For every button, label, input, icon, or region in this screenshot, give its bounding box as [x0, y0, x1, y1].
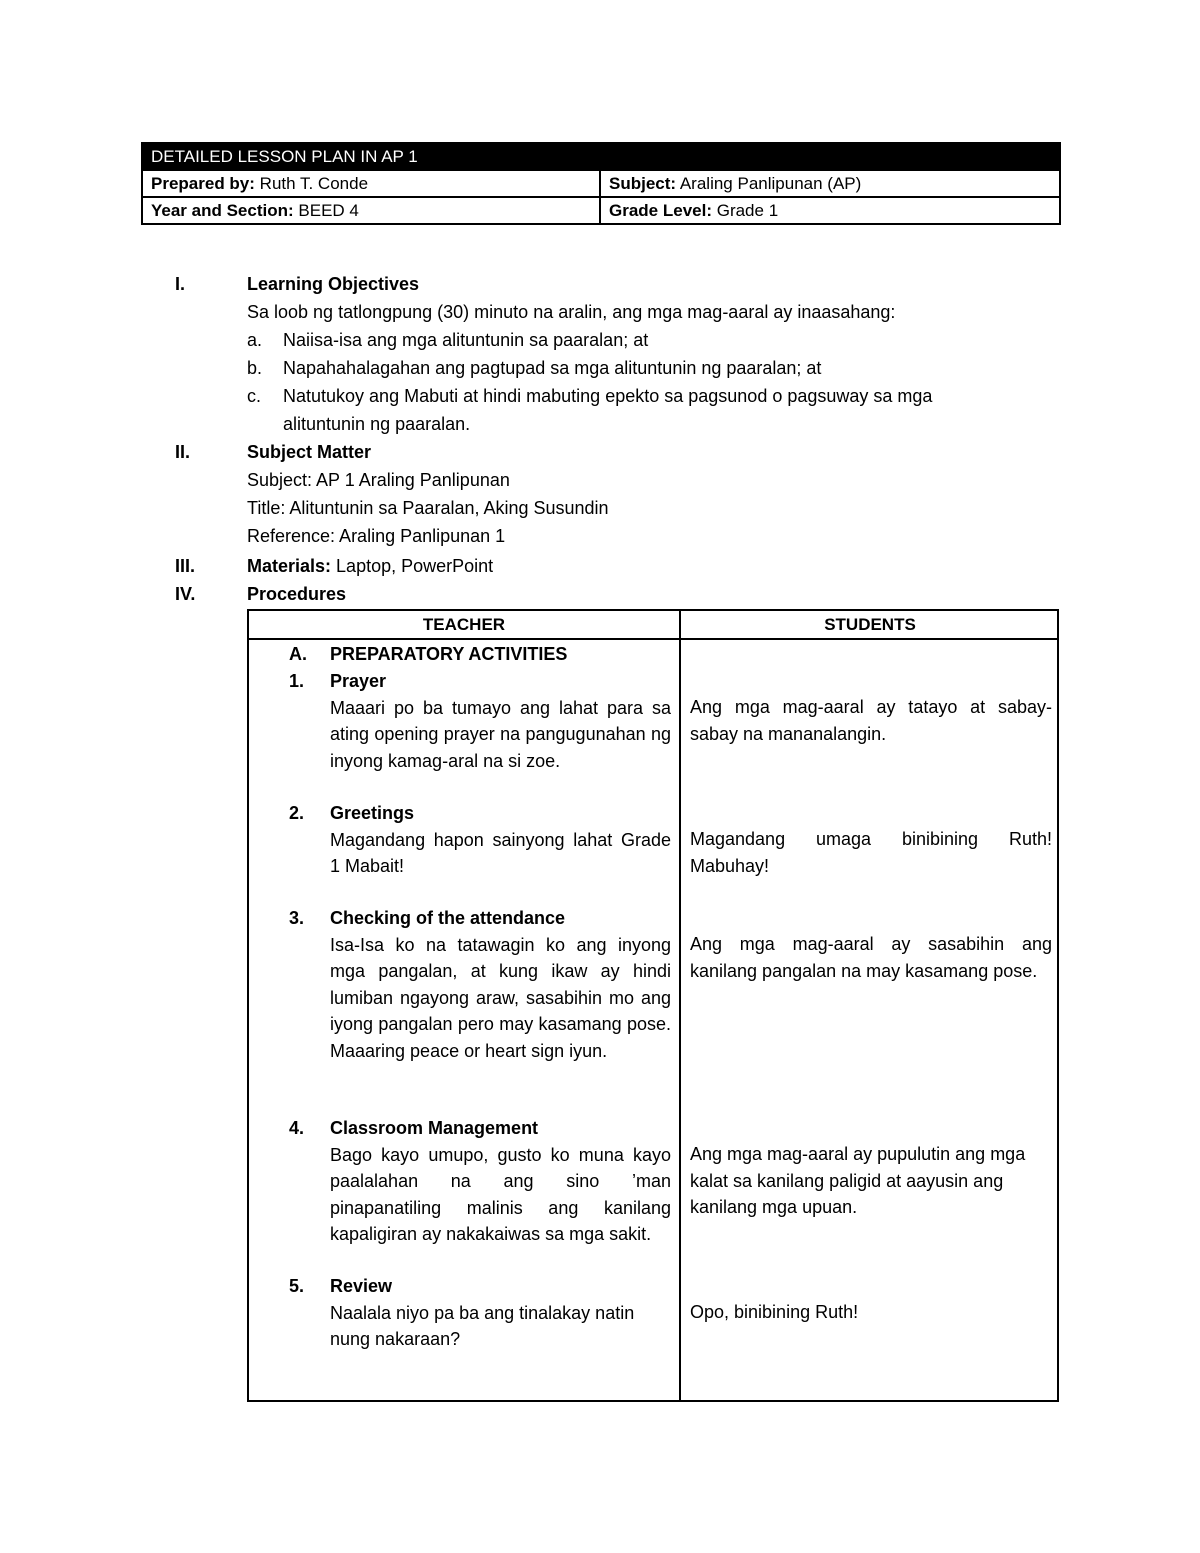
teacher-text: Maaari po ba tumayo ang lahat para sa ating opening prayer na pangugunahan ng inyong kamag-aral na si zoe. — [330, 697, 671, 771]
column-divider — [679, 611, 681, 1400]
teacher-column-header: TEACHER — [422, 615, 506, 634]
materials-value: Laptop, PowerPoint — [331, 556, 494, 576]
reference-line: Reference: Araling Panlipunan 1 — [247, 526, 506, 546]
step-number: 2. — [289, 803, 305, 823]
prepared-by-cell — [142, 170, 600, 197]
item-letter: b. — [247, 358, 263, 378]
list-item — [247, 382, 995, 438]
preparatory-activities-heading — [289, 641, 671, 668]
teacher-step-prayer — [289, 668, 671, 774]
subject-line: Subject: AP 1 Araling Panlipunan — [247, 470, 510, 490]
item-letter: a. — [247, 330, 263, 350]
teacher-text: Bago kayo umupo, gusto ko muna kayo paalalahan na ang sino ’man pinapanatiling malinis ang kanilang kapaligiran ay nakakaiwas sa mga sakit. — [330, 1144, 671, 1244]
section-title: Learning Objectives — [247, 274, 420, 294]
teacher-step-attendance — [289, 905, 671, 1064]
step-heading: Checking of the attendance — [330, 908, 566, 928]
lesson-plan-title: DETAILED LESSON PLAN IN AP 1 — [142, 143, 1060, 170]
prepared-by-value: Ruth T. Conde — [254, 173, 369, 193]
step-heading: Greetings — [330, 803, 415, 823]
year-section-cell — [142, 197, 600, 224]
materials-label: Materials: — [247, 556, 332, 576]
step-heading: Classroom Management — [330, 1118, 539, 1138]
section-title: PREPARATORY ACTIVITIES — [330, 644, 568, 664]
subject-label: Subject: — [609, 173, 677, 193]
objectives-intro: Sa loob ng tatlongpung (30) minuto na aralin, ang mga mag-aaral ay inaasahang: — [247, 302, 896, 322]
prepared-by-label: Prepared by: — [151, 173, 255, 193]
students-column-header: STUDENTS — [824, 615, 916, 634]
student-response-classroom-management: Ang mga mag-aaral ay pupulutin ang mga kalat sa kanilang paligid at aayusin ang kanilang mga upuan. — [690, 1144, 1026, 1217]
objectives-list — [247, 326, 1007, 438]
section-numeral: IV. — [175, 584, 196, 604]
section-numeral: I. — [175, 274, 186, 294]
teacher-step-classroom-management — [289, 1115, 671, 1248]
teacher-step-review — [289, 1273, 671, 1353]
item-letter: c. — [247, 386, 262, 406]
item-text: Naiisa-isa ang mga alituntunin sa paaralan; at — [283, 330, 649, 350]
subject-cell — [600, 170, 1060, 197]
teacher-text: Naalala niyo pa ba ang tinalakay natin nung nakaraan? — [330, 1302, 635, 1349]
year-section-value: BEED 4 — [293, 200, 359, 220]
section-numeral: II. — [175, 442, 191, 462]
section-letter: A. — [289, 644, 307, 664]
step-heading: Review — [330, 1276, 393, 1296]
subject-value: Araling Panlipunan (AP) — [676, 173, 862, 193]
student-response-attendance: Ang mga mag-aaral ay sasabihin ang kanilang pangalan na may kasamang pose. — [690, 934, 1052, 981]
title-line: Title: Alituntunin sa Paaralan, Aking Susundin — [247, 498, 609, 518]
header-divider — [249, 638, 1057, 640]
teacher-text: Magandang hapon sainyong lahat Grade 1 Mabait! — [330, 829, 671, 876]
section-title: Procedures — [247, 584, 347, 604]
section-title: Subject Matter — [247, 442, 372, 462]
list-item — [247, 354, 1007, 382]
step-heading: Prayer — [330, 671, 387, 691]
student-response-greetings: Magandang umaga binibining Ruth! Mabuhay! — [690, 829, 1052, 876]
year-section-label: Year and Section: — [151, 200, 294, 220]
grade-level-label: Grade Level: — [609, 200, 712, 220]
item-text: Napahahalagahan ang pagtupad sa mga alituntunin ng paaralan; at — [283, 358, 822, 378]
section-numeral: III. — [175, 556, 196, 576]
teacher-text: Isa-Isa ko na tatawagin ko ang inyong mga pangalan, at kung ikaw ay hindi lumiban ngayong araw, sasabihin mo ang iyong pangalan pero may kasamang pose. Maaaring peace or heart sign iyun. — [330, 934, 671, 1061]
grade-level-cell — [600, 197, 1060, 224]
item-text: Natutukoy ang Mabuti at hindi mabuting epekto sa pagsunod o pagsuway sa mga alituntunin ng paaralan. — [283, 386, 933, 434]
list-item — [247, 326, 1007, 354]
grade-level-value: Grade 1 — [712, 200, 779, 220]
student-response-review: Opo, binibining Ruth! — [690, 1302, 859, 1322]
teacher-step-greetings — [289, 800, 671, 880]
step-number: 3. — [289, 908, 305, 928]
step-number: 4. — [289, 1118, 305, 1138]
student-response-prayer: Ang mga mag-aaral ay tatayo at sabay-sabay na mananalangin. — [690, 697, 1052, 744]
procedures-table — [247, 609, 1059, 1402]
step-number: 5. — [289, 1276, 305, 1296]
lesson-header-table — [141, 142, 1061, 225]
step-number: 1. — [289, 671, 305, 691]
